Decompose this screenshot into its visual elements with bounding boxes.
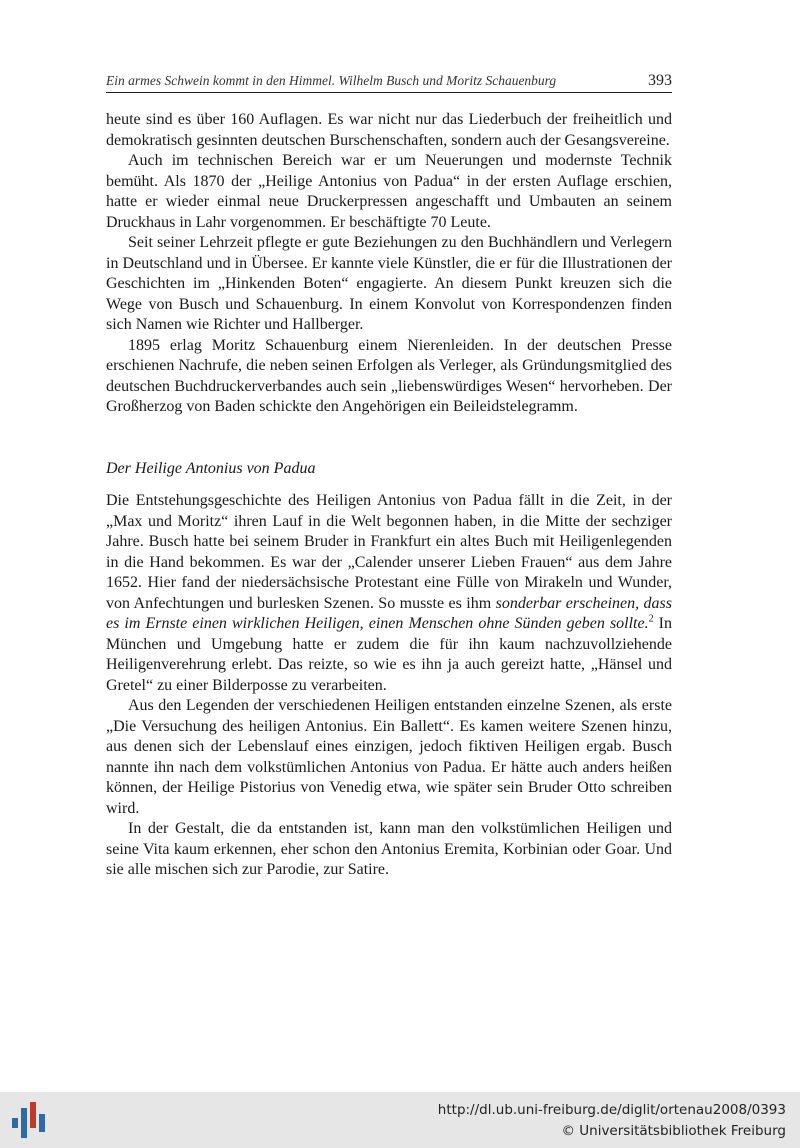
paragraph: 1895 erlag Moritz Schauenburg einem Nierenleiden. In der deutschen Presse erschienen Nachrufe, die neben seinen Erfolgen als Verleger, als Gründungsmitglied des deutschen Buchdruckerverbandes auch sein „liebenswürdiges Wesen“ hervorheben. Der Großherzog von Baden schickte den Angehörigen ein Beileidstelegramm. [106, 336, 672, 415]
italic-quote: sonderbar erscheinen, dass es im Ernste einen wirklichen Heiligen, einen Menschen ohne Sünden geben sollte. [106, 594, 672, 632]
logo-bar [21, 1108, 27, 1138]
footnote-marker[interactable]: 2 [648, 613, 654, 625]
logo-bar [30, 1102, 36, 1128]
source-url-link[interactable]: http://dl.ub.uni-freiburg.de/diglit/ortenau2008/0393 [437, 1102, 786, 1118]
paragraph-text: Die Entstehungsgeschichte des Heiligen Antonius von Padua fällt in die Zeit, in der „Max und Moritz“ ihren Lauf in die Welt begonnen haben, in die Mitte der sechziger Jahre. Busch hatte bei seinem Bruder in Frankfurt ein altes Buch mit Heiligenlegenden in die Hand bekommen. Es war der „Calender unserer Lieben Frauen“ aus dem Jahre 1652. Hier fand der niedersächsische Protestant eine Fülle von Mirakeln und Wunder, von Anfechtungen und burlesken Szenen. So musste es ihm [106, 492, 672, 612]
logo-bar [39, 1114, 45, 1132]
page-body [106, 110, 672, 881]
copyright-notice: © Universitätsbibliothek Freiburg [561, 1123, 786, 1139]
paragraph: In der Gestalt, die da entstanden ist, kann man den volkstümlichen Heiligen und seine Vita kaum erkennen, eher schon den Antonius Eremita, Korbinian oder Goar. Und sie alle mischen sich zur Parodie, zur Satire. [106, 820, 672, 878]
footer-bar [0, 1092, 800, 1148]
paragraph: Aus den Legenden der verschiedenen Heiligen entstanden einzelne Szenen, als erste „Die Versuchung des heiligen Antonius. Ein Ballett“. Es kamen weitere Szenen hinzu, aus denen sich der Lebenslauf eines einzigen, jedoch fiktiven Heiligen ergab. Busch nannte ihn nach dem volkstümlichen Antonius von Padua. Er hätte auch anders heißen können, der Heilige Pistorius von Venedig etwa, wie später sein Bruder Otto schreiben wird. [106, 697, 672, 817]
section-heading: Der Heilige Antonius von Padua [106, 459, 316, 477]
page-number: 393 [648, 72, 672, 89]
paragraph: Seit seiner Lehrzeit pflegte er gute Beziehungen zu den Buchhändlern und Verlegern in Deutschland und in Übersee. Er kannte viele Künstler, die er für die Illustrationen der Geschichten im „Hinkenden Boten“ engagierte. An diesem Punkt kreuzen sich die Wege von Busch und Schauenburg. In einem Konvolut von Korrespondenzen finden sich Namen wie Richter und Hallberger. [106, 234, 672, 333]
paragraph: Auch im technischen Bereich war er um Neuerungen und modernste Technik bemüht. Als 1870 der „Heilige Antonius von Padua“ in der ersten Auflage erschien, hatte er wieder einmal neue Druckerpressen angeschafft und Umbauten an seinem Druckhaus in Lahr vorgenommen. Er beschäftigte 70 Leute. [106, 152, 672, 231]
paragraph [106, 491, 672, 696]
paragraph-text: In München und Umgebung hatte er zudem die für ihn kaum nachzuvollziehende Heiligenverehrung erlebt. Das reizte, so wie es ihn ja auch gereizt hatte, „Hänsel und Gretel“ zu einer Bilderposse zu verarbeiten. [106, 615, 672, 694]
logo-bar [12, 1118, 18, 1128]
paragraph: heute sind es über 160 Auflagen. Es war nicht nur das Liederbuch der freiheitlich und demokratisch gesinnten deutschen Burschenschaften, sondern auch der Gesangsvereine. [106, 111, 672, 149]
ub-freiburg-logo-icon [10, 1102, 52, 1142]
running-title: Ein armes Schwein kommt in den Himmel. Wilhelm Busch und Moritz Schauenburg [106, 73, 557, 88]
running-header [106, 70, 672, 93]
